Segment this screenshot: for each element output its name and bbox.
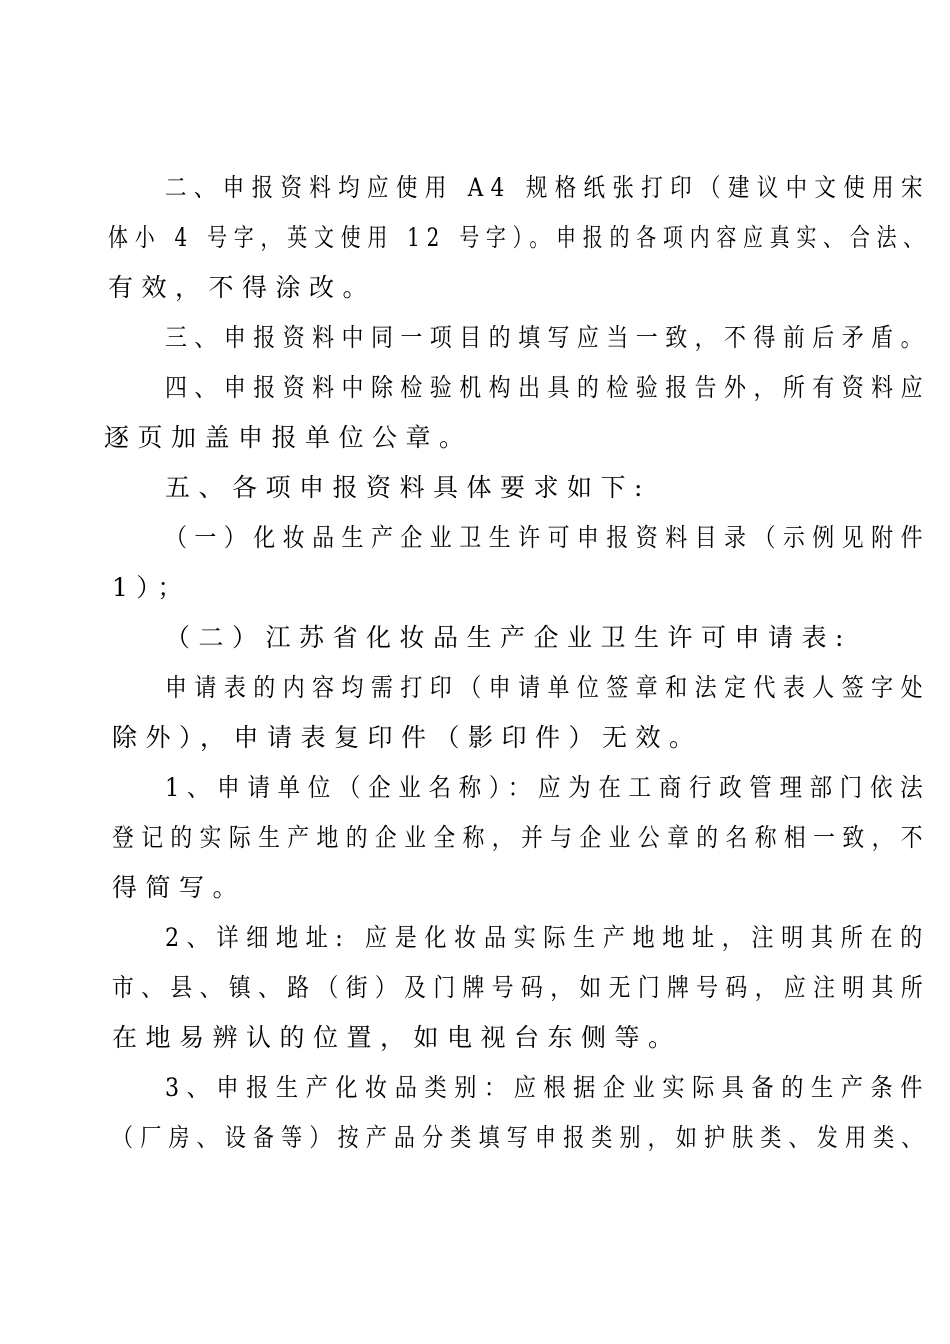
paragraph-line: 体小 4 号字，英文使用 12 号字）。申报的各项内容应真实、合法、 xyxy=(108,223,931,252)
paragraph-line: 二、申报资料均应使用 A4 规格纸张打印（建议中文使用宋 xyxy=(165,173,930,202)
paragraph-line: （厂房、设备等）按产品分类填写申报类别，如护肤类、发用类、 xyxy=(112,1123,930,1152)
paragraph-line: 逐页加盖申报单位公章。 xyxy=(104,423,473,452)
paragraph-line: 1）； xyxy=(112,573,191,602)
paragraph-line: 有效，不得涂改。 xyxy=(108,273,377,302)
paragraph-line: 三、申报资料中同一项目的填写应当一致，不得前后矛盾。 xyxy=(165,323,931,352)
paragraph-line: 登记的实际生产地的企业全称，并与企业公章的名称相一致，不 xyxy=(112,823,931,852)
paragraph-line: 市、县、镇、路（街）及门牌号码，如无门牌号码，应注明其所 xyxy=(112,973,931,1002)
paragraph-line: 得简写。 xyxy=(112,873,247,902)
paragraph-line: 五、各项申报资料具体要求如下: xyxy=(165,473,651,502)
paragraph-line: 申请表的内容均需打印（申请单位签章和法定代表人签字处 xyxy=(165,673,931,702)
paragraph-line: 四、申报资料中除检验机构出具的检验报告外，所有资料应 xyxy=(165,373,931,402)
paragraph-line: 3、申报生产化妆品类别：应根据企业实际具备的生产条件 xyxy=(165,1073,930,1102)
paragraph-line: 2、详细地址: 应是化妆品实际生产地地址，注明其所在的 xyxy=(165,923,930,952)
paragraph-line: 1、申请单位（企业名称）：应为在工商行政管理部门依法 xyxy=(165,773,931,802)
paragraph-line: （二）江苏省化妆品生产企业卫生许可申请表: xyxy=(165,623,852,652)
paragraph-line: （一）化妆品生产企业卫生许可申报资料目录（示例见附件 xyxy=(165,523,931,552)
paragraph-line: 在地易辨认的位置，如电视台东侧等。 xyxy=(112,1023,682,1052)
paragraph-line: 除外），申请表复印件（影印件）无效。 xyxy=(112,723,703,752)
